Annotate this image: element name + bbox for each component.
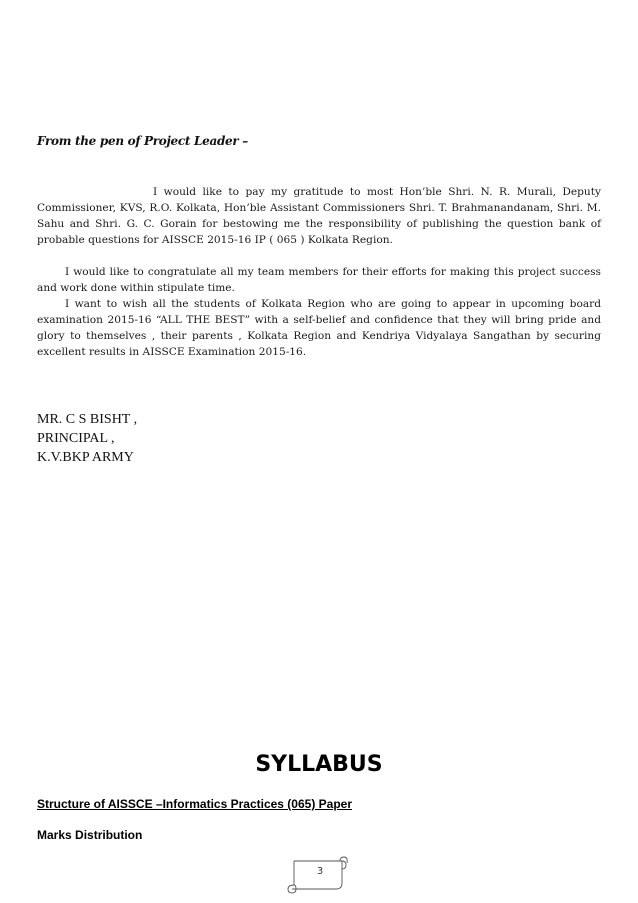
gratitude-paragraph: I would like to pay my gratitude to most Hon’ble Shri. N. R. Murali, Deputy Commissioner, KVS, R.O. Kolkata, Hon’ble Assistant Commissioners Shri. T. Brahmanandanam, Shri. M. Sahu and Shri. G. C. Gorain for bestowing me the responsibility of publishing the question bank of probable questions for AISSCE 2015-16 IP ( 065 ) Kolkata Region.: [37, 186, 601, 246]
wishes-paragraph: I want to wish all the students of Kolkata Region who are going to appear in upcoming board examination 2015-16 “ALL THE BEST” with a self-belief and confidence that they will bring pride and glory to themselves , their parents , Kolkata Region and Kendriya Vidyalaya Sangathan by securing excellent results in AISSCE Examination 2015-16.: [37, 298, 601, 358]
signature-block: [37, 410, 137, 467]
pen-heading: From the pen of Project Leader –: [37, 134, 248, 148]
marks-distribution-heading: Marks Distribution: [37, 828, 143, 842]
signatory-school: K.V.BKP ARMY: [37, 450, 134, 465]
structure-heading: Structure of AISSCE –Informatics Practices (065) Paper: [37, 797, 352, 811]
syllabus-heading: SYLLABUS: [255, 752, 383, 777]
page-number: 3: [316, 866, 324, 877]
signatory-designation: PRINCIPAL ,: [37, 431, 115, 446]
signatory-name: MR. C S BISHT ,: [37, 412, 138, 427]
congratulation-paragraph: I would like to congratulate all my team members for their efforts for making this project success and work done within stipulate time.: [37, 266, 601, 294]
